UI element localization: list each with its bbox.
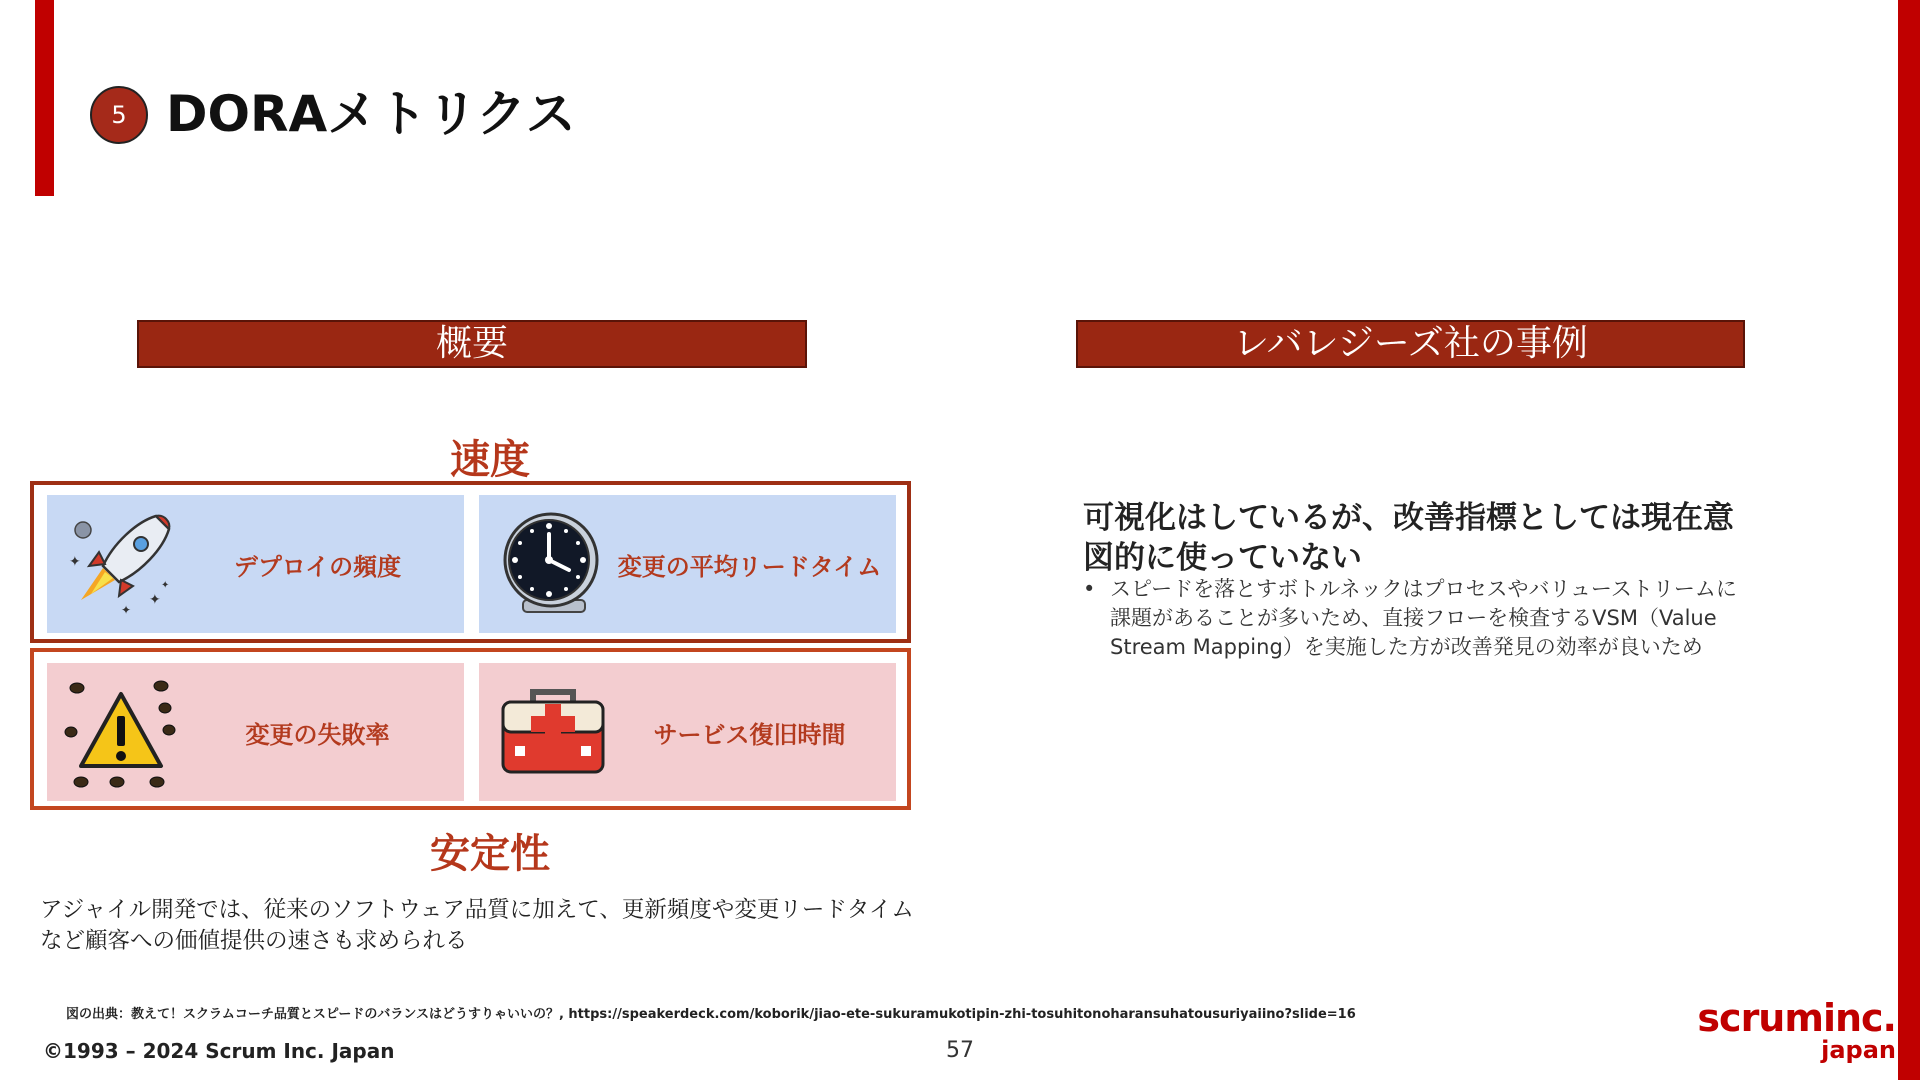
case-study-bullet-text: スピードを落とすボトルネックはプロセスやバリューストリームに課題があることが多いため、直接フローを検査するVSM（Value Stream Mapping）を実施した方が改善発見の効率が良いため	[1110, 577, 1737, 659]
metric-card-change-failure-rate	[47, 663, 464, 801]
clock-icon	[493, 504, 613, 624]
svg-text:✦: ✦	[121, 603, 132, 617]
first-aid-kit-icon	[493, 672, 613, 792]
copyright: ©1993 – 2024 Scrum Inc. Japan	[43, 1039, 395, 1063]
slide-number-badge: 5	[90, 86, 148, 144]
svg-text:✦: ✦	[149, 592, 161, 608]
svg-text:✦: ✦	[161, 580, 170, 591]
metric-label-restore-time: サービス復旧時間	[653, 720, 846, 749]
metric-card-deploy-frequency	[47, 495, 464, 633]
page-number: 57	[946, 1038, 974, 1063]
slide-title: DORAメトリクス	[166, 85, 576, 143]
overview-header: 概要	[137, 320, 807, 368]
svg-text:✦: ✦	[69, 554, 81, 570]
left-accent-bar	[35, 0, 54, 196]
metric-label-deploy-frequency: デプロイの頻度	[233, 552, 402, 581]
case-study-bullet	[1083, 575, 1743, 662]
metric-label-lead-time: 変更の平均リードタイム	[617, 552, 882, 581]
right-accent-bar	[1898, 0, 1920, 1080]
bullet-marker: •	[1083, 577, 1096, 601]
metric-card-lead-time	[479, 495, 896, 633]
scrum-inc-logo	[1697, 996, 1896, 1066]
case-study-heading: 可視化はしているが、改善指標としては現在意図的に使っていない	[1083, 500, 1734, 576]
metric-card-restore-time	[479, 663, 896, 801]
stability-label: 安定性	[430, 831, 550, 877]
case-study-header: レバレジーズ社の事例	[1076, 320, 1745, 368]
speed-label: 速度	[450, 437, 530, 483]
rocket-icon	[61, 504, 181, 624]
source-citation: 図の出典：教えて！スクラムコーチ品質とスピードのバランスはどうすりゃいいの？, https://speakerdeck.com/koborik/jiao-ete-sukuramukotipin-zhi-tosuhitonoharansuhatousuriyaiino?slide=16	[66, 1007, 1356, 1022]
warning-bugs-icon	[61, 672, 181, 792]
overview-summary: アジャイル開発では、従来のソフトウェア品質に加えて、更新頻度や変更リードタイムなど顧客への価値提供の速さも求められる	[40, 897, 914, 954]
logo-sub-text: japan	[1821, 1036, 1896, 1064]
logo-main-text: scruminc.	[1697, 996, 1896, 1040]
metric-label-change-failure-rate: 変更の失敗率	[245, 720, 390, 749]
